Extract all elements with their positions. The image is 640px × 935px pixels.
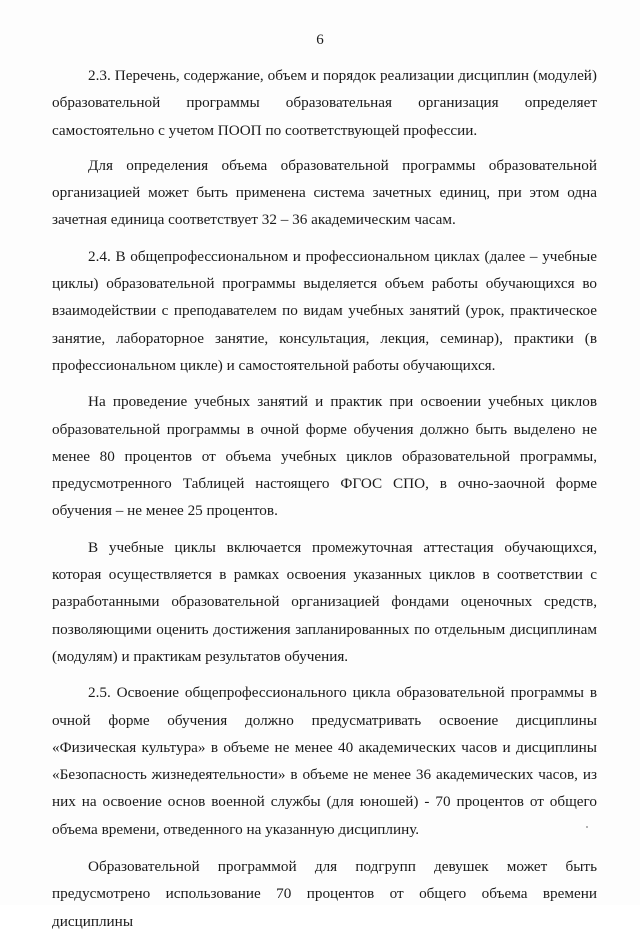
- paragraph-2-5: 2.5. Освоение общепрофессионального цикла образовательной программы в очной форме обучения должно предусматривать освоение дисциплины «Физическая культура» в объеме не менее 40 академических часов и дисциплины «Безопасность жизнедеятельности» в объеме не менее 36 академических часов, из них на освоение основ военной службы (для юношей) - 70 процентов от общего объема времени, отведенного на указанную дисциплину.: [52, 684, 597, 838]
- paragraph-credit-units: Для определения объема образовательной программы образовательной организацией может быть применена система зачетных единиц, при этом одна зачетная единица соответствует 32 – 36 академическим часам.: [52, 156, 597, 229]
- paragraph-study-volume: На проведение учебных занятий и практик при освоении учебных циклов образовательной программы в очной форме обучения должно быть выделено не менее 80 процентов от объема учебных циклов образовательной программы, предусмотренного Таблицей настоящего ФГОС СПО, в очно-заочной форме обучения – не менее 25 процентов.: [52, 393, 597, 520]
- paragraph-girls-subgroups: Образовательной программой для подгрупп девушек может быть предусмотрено использование 70 процентов от общего объема времени дисциплины: [52, 858, 597, 930]
- paragraph-2-3: 2.3. Перечень, содержание, объем и порядок реализации дисциплин (модулей) образовательной программы образовательная организация определяет самостоятельно с учетом ПООП по соответствующей профессии.: [52, 67, 597, 139]
- scan-speck: [586, 826, 588, 828]
- document-body: [52, 62, 597, 935]
- page-number: 6: [316, 32, 324, 48]
- paragraph-interim-attestation: В учебные циклы включается промежуточная аттестация обучающихся, которая осуществляется в рамках освоения указанных циклов в соответствии с разработанными образовательной организацией фондами оценочных средств, позволяющими оценить достижения запланированных по отдельным дисциплинам (модулям) и практикам результатов обучения.: [52, 538, 597, 665]
- paragraph-2-4: 2.4. В общепрофессиональном и профессиональном циклах (далее – учебные циклы) образовательной программы выделяется объем работы обучающихся во взаимодействии с преподавателем по видам учебных занятий (урок, практическое занятие, лабораторное занятие, консультация, лекция, семинар), практики (в профессиональном цикле) и самостоятельной работы обучающихся.: [52, 247, 597, 374]
